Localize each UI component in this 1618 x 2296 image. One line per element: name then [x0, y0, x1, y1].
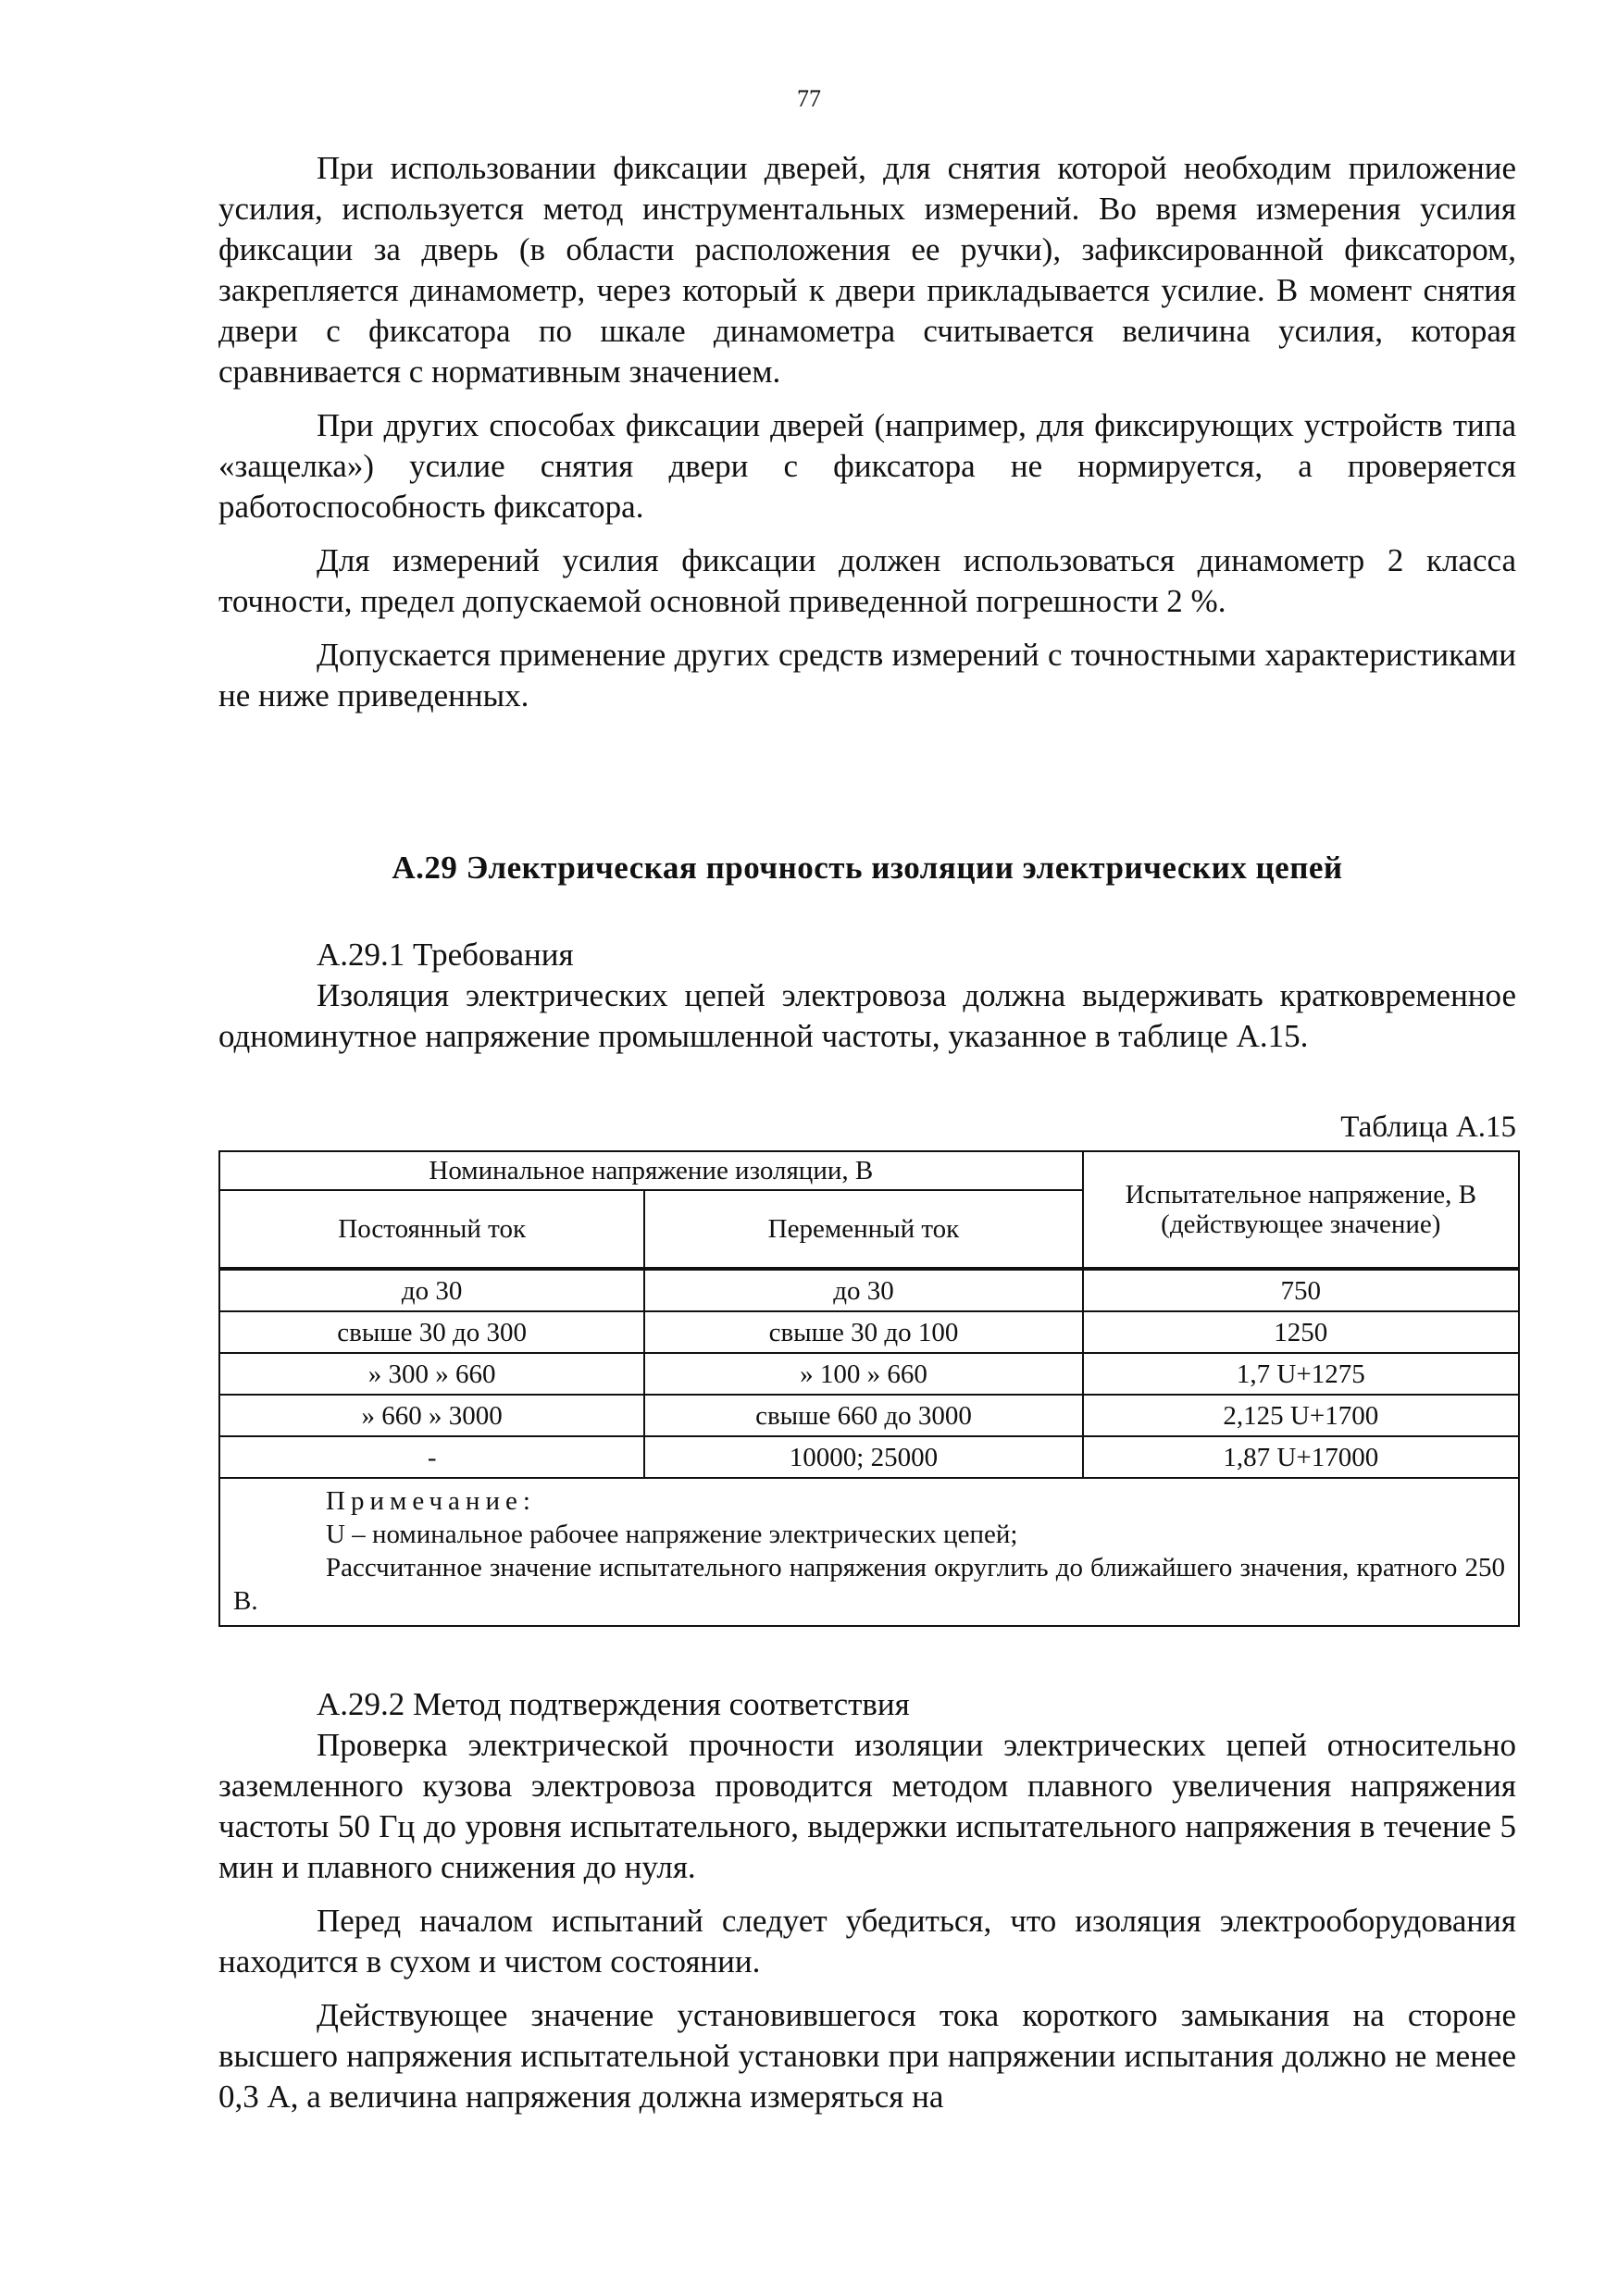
cell-ac: до 30 — [644, 1269, 1082, 1311]
note-line: Рассчитанное значение испытательного напряжения округлить до ближайшего значения, кратного 250 В. — [233, 1553, 1505, 1616]
table-row — [219, 1311, 1519, 1353]
cell-dc: - — [219, 1436, 644, 1478]
subsection-title: А.29.2 Метод подтверждения соответствия — [317, 1686, 910, 1722]
note-line: U – номинальное рабочее напряжение электрических цепей; — [326, 1520, 1018, 1549]
table-header-ac: Переменный ток — [644, 1190, 1082, 1269]
cell-ac: свыше 660 до 3000 — [644, 1395, 1082, 1436]
cell-dc: » 300 » 660 — [219, 1353, 644, 1395]
paragraph: При использовании фиксации дверей, для снятия которой необходим приложение усилия, используется метод инструментальных измерений. Во время измерения усилия фиксации за дверь (в области расположения ее ручки), зафиксированной фиксатором, закрепляется динамометр, через который к двери прикладывается усилие. В момент снятия двери с фиксатора по шкале динамометра считывается величина усилия, которая сравнивается с нормативным значением. — [218, 150, 1516, 390]
paragraph: Изоляция электрических цепей электровоза должна выдерживать кратковременное одноминутное напряжение промышленной частоты, указанное в таблице А.15. — [218, 977, 1516, 1054]
intro-text-block — [218, 148, 1516, 716]
cell-dc: » 660 » 3000 — [219, 1395, 644, 1436]
paragraph: При других способах фиксации дверей (например, для фиксирующих устройств типа «защелка») усилие снятия двери с фиксатора не нормируется, а проверяется работоспособность фиксатора. — [218, 407, 1516, 525]
table-note — [219, 1478, 1519, 1626]
paragraph: Перед началом испытаний следует убедиться, что изоляция электрооборудования находится в сухом и чистом состоянии. — [218, 1903, 1516, 1980]
cell-test: 750 — [1083, 1269, 1519, 1311]
cell-dc: свыше 30 до 300 — [219, 1311, 644, 1353]
cell-dc: до 30 — [219, 1269, 644, 1311]
cell-ac: свыше 30 до 100 — [644, 1311, 1082, 1353]
page-number: 77 — [797, 85, 821, 112]
subsection-title: А.29.1 Требования — [317, 937, 574, 973]
table-caption: Таблица А.15 — [1340, 1111, 1516, 1144]
table-row — [219, 1436, 1519, 1478]
cell-test: 1,87 U+17000 — [1083, 1436, 1519, 1478]
table-row — [219, 1269, 1519, 1311]
table-header-test-voltage: Испытательное напряжение, В (действующее значение) — [1083, 1151, 1519, 1269]
cell-test: 1250 — [1083, 1311, 1519, 1353]
note-title: Примечание: — [326, 1486, 536, 1516]
cell-test: 1,7 U+1275 — [1083, 1353, 1519, 1395]
paragraph: Допускается применение других средств измерений с точностными характеристиками не ниже приведенных. — [218, 637, 1516, 714]
paragraph: Действующее значение установившегося тока короткого замыкания на стороне высшего напряжения испытательной установки при напряжении испытания должно не менее 0,3 А, а величина напряжения должна измеряться на — [218, 1997, 1516, 2115]
table-row — [219, 1395, 1519, 1436]
subsection-requirements — [218, 935, 1516, 1057]
voltage-table — [218, 1150, 1520, 1627]
cell-ac: 10000; 25000 — [644, 1436, 1082, 1478]
section-heading: А.29 Электрическая прочность изоляции электрических цепей — [392, 850, 1343, 886]
cell-ac: » 100 » 660 — [644, 1353, 1082, 1395]
paragraph: Проверка электрической прочности изоляции электрических цепей относительно заземленного кузова электровоза проводится методом плавного увеличения напряжения частоты 50 Гц до уровня испытательного, выдержки испытательного напряжения в течение 5 мин и плавного снижения до нуля. — [218, 1727, 1516, 1885]
subsection-method — [218, 1684, 1516, 2117]
table-header-dc: Постоянный ток — [219, 1190, 644, 1269]
table-row — [219, 1353, 1519, 1395]
table-header-group: Номинальное напряжение изоляции, В — [219, 1151, 1083, 1190]
paragraph: Для измерений усилия фиксации должен использоваться динамометр 2 класса точности, предел допускаемой основной приведенной погрешности 2 %. — [218, 542, 1516, 619]
cell-test: 2,125 U+1700 — [1083, 1395, 1519, 1436]
